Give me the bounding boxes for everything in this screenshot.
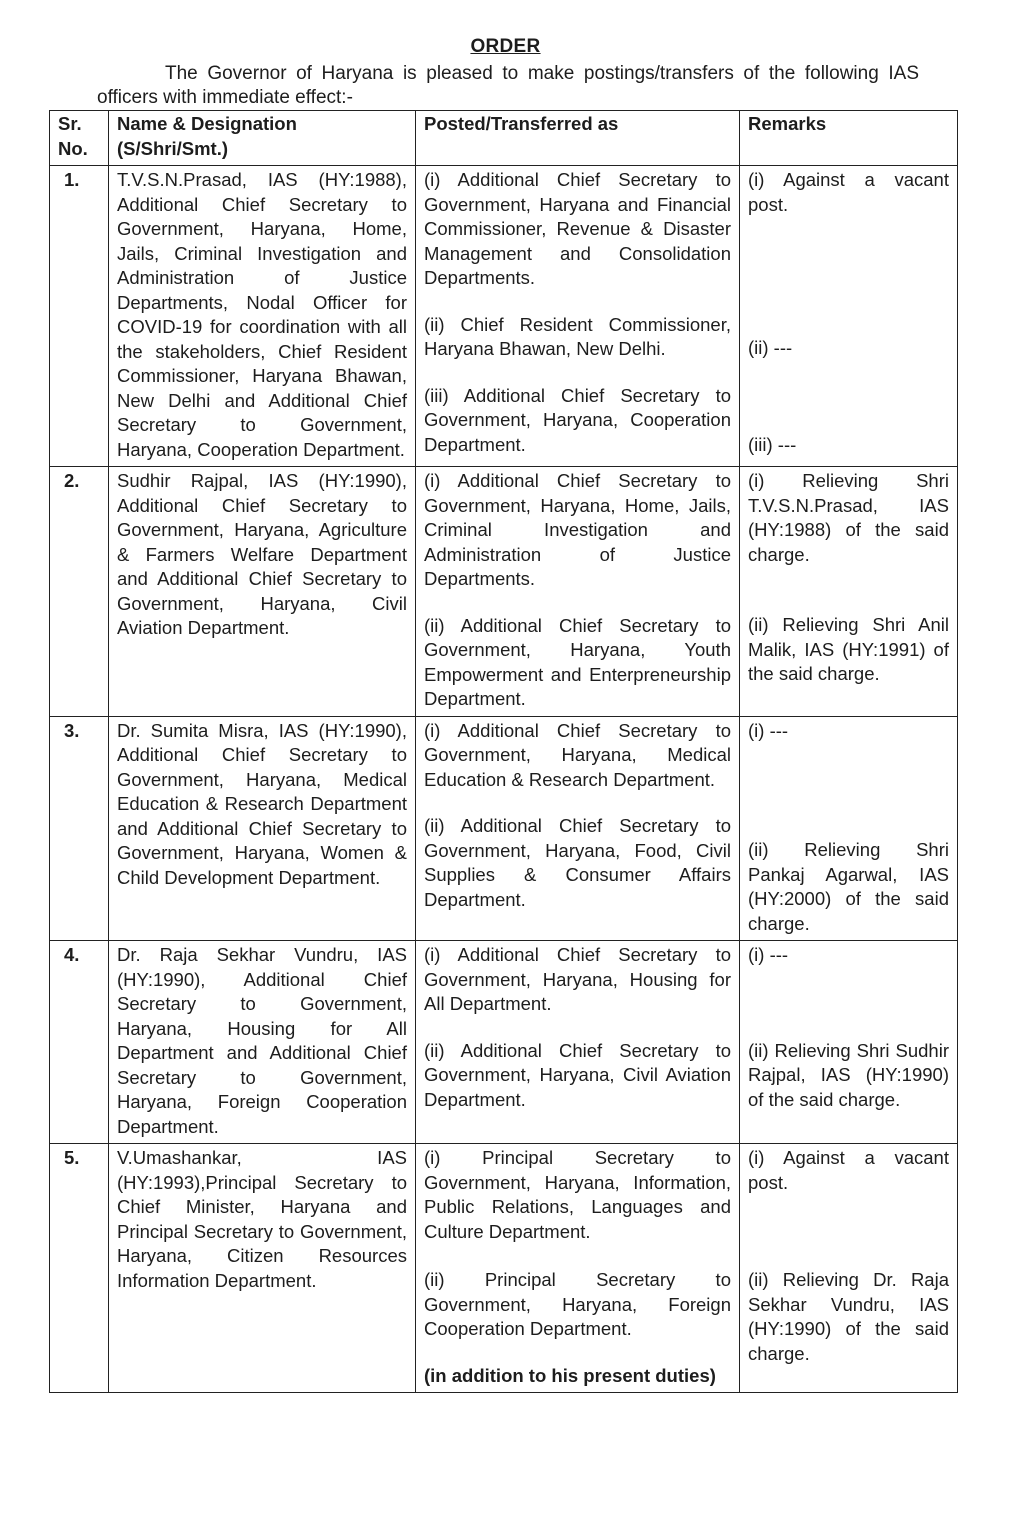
- remark-item: (i) Relieving Shri T.V.S.N.Prasad, IAS (HY:1988) of the said charge.: [748, 470, 949, 565]
- row-posted: [416, 467, 740, 717]
- row-remarks: [740, 467, 958, 717]
- header-sr: Sr. No.: [50, 111, 109, 166]
- table-row: [50, 941, 958, 1144]
- table-row: [50, 1144, 958, 1393]
- remark-item: (ii) Relieving Dr. Raja Sekhar Vundru, IAS (HY:1990) of the said charge.: [748, 1269, 949, 1364]
- row-sr: 5.: [50, 1144, 109, 1393]
- row-name: Dr. Sumita Misra, IAS (HY:1990), Additional Chief Secretary to Government, Haryana, Medical Education & Research Department and Additional Chief Secretary to Government, Haryana, Women & Child Development Department.: [109, 716, 416, 941]
- row-remarks: [740, 1144, 958, 1393]
- posted-item: (ii) Additional Chief Secretary to Government, Haryana, Food, Civil Supplies & Consumer Affairs Department.: [424, 815, 731, 910]
- posted-item: (i) Additional Chief Secretary to Government, Haryana, Home, Jails, Criminal Investigation and Administration of Justice Departments.: [424, 470, 731, 589]
- table-header-row: [50, 111, 958, 166]
- remark-item: (i) Against a vacant post.: [748, 1147, 949, 1193]
- row-sr: 1.: [50, 166, 109, 467]
- posted-item: (ii) Additional Chief Secretary to Government, Haryana, Civil Aviation Department.: [424, 1039, 731, 1110]
- remark-item: (ii) Relieving Shri Anil Malik, IAS (HY:1991) of the said charge.: [748, 614, 949, 684]
- remark-item: (i) ---: [748, 944, 789, 965]
- row-posted: [416, 1144, 740, 1393]
- postings-table: [49, 110, 958, 1393]
- table-row: [50, 467, 958, 717]
- posted-item: (ii) Principal Secretary to Government, Haryana, Foreign Cooperation Department.: [424, 1269, 731, 1339]
- table-row: [50, 166, 958, 467]
- row-remarks: [740, 166, 958, 467]
- posted-item: (i) Additional Chief Secretary to Government, Haryana, Medical Education & Research Department.: [424, 719, 731, 790]
- remark-item: (i) ---: [748, 719, 789, 741]
- row-remarks: [740, 941, 958, 1144]
- remark-item: (ii) Relieving Shri Sudhir Rajpal, IAS (HY:1990) of the said charge.: [748, 1039, 949, 1110]
- remark-item: (ii) ---: [748, 337, 793, 358]
- row-sr: 2.: [50, 467, 109, 717]
- row-remarks: [740, 716, 958, 941]
- posted-item: (iii) Additional Chief Secretary to Government, Haryana, Cooperation Department.: [424, 384, 731, 455]
- intro-text: The Governor of Haryana is pleased to make postings/transfers of the following IAS officers with immediate effect:-: [97, 63, 919, 108]
- row-name: Dr. Raja Sekhar Vundru, IAS (HY:1990), Additional Chief Secretary to Government, Haryana, Housing for All Department and Additional Chief Secretary to Government, Haryana, Foreign Cooperation Department.: [109, 941, 416, 1144]
- row-posted: [416, 716, 740, 941]
- row-sr: 4.: [50, 941, 109, 1144]
- posted-item: (i) Additional Chief Secretary to Government, Haryana and Financial Commissioner, Revenue & Disaster Management and Consolidation Departments.: [424, 169, 731, 288]
- remark-item: (ii) Relieving Shri Pankaj Agarwal, IAS (HY:2000) of the said charge.: [748, 839, 949, 934]
- posted-item: (ii) Chief Resident Commissioner, Haryana Bhawan, New Delhi.: [424, 313, 731, 359]
- header-posted: Posted/Transferred as: [416, 111, 740, 166]
- row-name: Sudhir Rajpal, IAS (HY:1990), Additional Chief Secretary to Government, Haryana, Agriculture & Farmers Welfare Department and Additional Chief Secretary to Government, Haryana, Civil Aviation Department.: [109, 467, 416, 717]
- intro-paragraph: [97, 62, 919, 110]
- row-sr: 3.: [50, 716, 109, 941]
- header-remarks: Remarks: [740, 111, 958, 166]
- posted-note: (in addition to his present duties): [424, 1364, 716, 1386]
- posted-item: (ii) Additional Chief Secretary to Government, Haryana, Youth Empowerment and Enterpreneurship Department.: [424, 614, 731, 709]
- table-row: [50, 716, 958, 941]
- row-posted: [416, 941, 740, 1144]
- row-posted: [416, 166, 740, 467]
- header-name: Name & Designation (S/Shri/Smt.): [109, 111, 416, 166]
- order-title: ORDER: [470, 36, 541, 57]
- remark-item: (iii) ---: [748, 433, 797, 455]
- row-name: V.Umashankar, IAS (HY:1993),Principal Secretary to Chief Minister, Haryana and Principal Secretary to Government, Haryana, Citizen Resources Information Department.: [109, 1144, 416, 1393]
- posted-item: (i) Principal Secretary to Government, Haryana, Information, Public Relations, Languages and Culture Department.: [424, 1147, 731, 1242]
- row-name: T.V.S.N.Prasad, IAS (HY:1988), Additional Chief Secretary to Government, Haryana, Home, Jails, Criminal Investigation and Administration of Justice Departments, Nodal Officer for COVID-19 for coordination with all the stakeholders, Chief Resident Commissioner, Haryana Bhawan, New Delhi and Additional Chief Secretary to Government, Haryana, Cooperation Department.: [109, 166, 416, 467]
- posted-item: (i) Additional Chief Secretary to Government, Haryana, Housing for All Department.: [424, 944, 731, 1014]
- remark-item: (i) Against a vacant post.: [748, 169, 949, 215]
